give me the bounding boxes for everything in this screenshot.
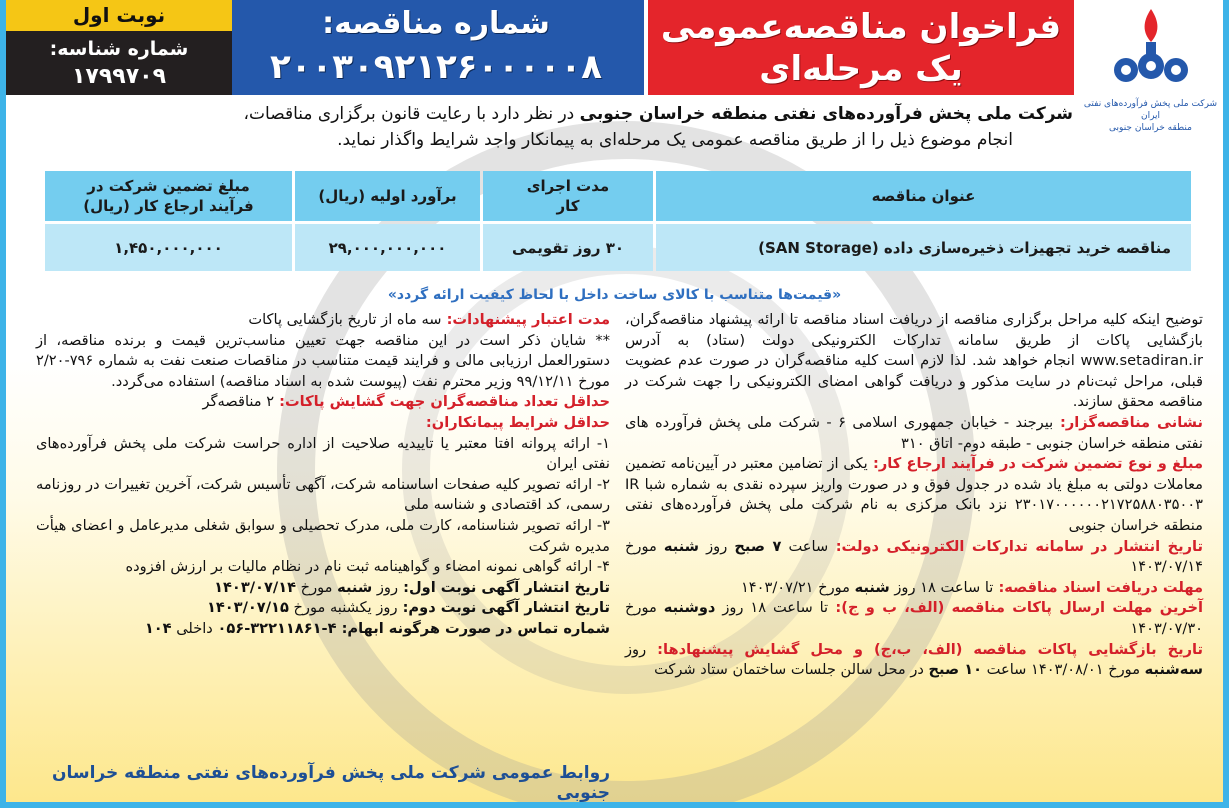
- section-label: حداقل تعداد مناقصه‌گران جهت گشایش پاکات:: [274, 393, 610, 411]
- paragraph: [625, 578, 1203, 599]
- paragraph-text: روز: [699, 537, 735, 555]
- paragraph: [36, 619, 610, 640]
- section-label: مدت اعتبار پیشنهادات:: [441, 311, 610, 328]
- paragraph-text: ۱۰ صبح: [928, 661, 983, 679]
- publication-turn-box: [6, 0, 232, 95]
- paragraph-text: مورخ: [296, 578, 338, 596]
- section-label: تاریخ انتشار در سامانه تدارکات الکترونیکی دولت:: [828, 537, 1203, 555]
- paragraph: [36, 392, 610, 413]
- title-banner: [648, 0, 1074, 95]
- paragraph-text: تاریخ انتشار آگهی نوبت اول:: [398, 578, 610, 596]
- company-name: شرکت ملی پخش فرآورده‌های نفتی منطقه خراسان جنوبی: [579, 104, 1073, 124]
- section-label: حداقل شرایط پیمانکاران:: [425, 413, 610, 431]
- paragraph-text: ۲- ارائه تصویر کلیه صفحات اساسنامه شرکت، آگهی تأسیس شرکت، آخرین تغییرات در روزنامه رسمی، کد اقتصادی و شناسه ملی: [36, 475, 610, 514]
- cell-duration: ۳۰ روز تقویمی: [483, 224, 653, 271]
- table-row: [45, 224, 1191, 271]
- paragraph-text: دوشنبه: [663, 599, 716, 617]
- tender-table: [42, 168, 1194, 274]
- paragraph-text: تا ساعت ۱۸ روز: [889, 578, 994, 596]
- intro-line-1: در نظر دارد با رعایت قانون برگزاری مناقصات،: [243, 104, 580, 124]
- col-guarantee: مبلغ تضمین شرکت در فرآیند ارجاع کار (ریال): [45, 171, 292, 221]
- paragraph: [625, 413, 1203, 454]
- id-label: شماره شناسه:: [49, 38, 189, 60]
- left-column: [36, 310, 610, 640]
- paragraph-text: مورخ ۱۴۰۳/۰۷/۱۴: [625, 537, 1203, 576]
- paragraph: [36, 598, 610, 619]
- logo-caption: شرکت ملی پخش فرآورده‌های نفتی ایران: [1083, 99, 1218, 121]
- paragraph-text: ۷ صبح: [734, 537, 782, 555]
- flame-logo-icon: [1096, 4, 1206, 94]
- paragraph-text: ۱۴۰۳/۰۷/۱۵: [206, 599, 289, 617]
- paragraph-text: تاریخ انتشار آگهی نوبت دوم:: [397, 599, 610, 617]
- section-label: آخرین مهلت ارسال پاکات مناقصه (الف، ب و ج):: [828, 599, 1204, 617]
- paragraph: [625, 454, 1203, 536]
- paragraph-text: ۲ مناقصه‌گر: [202, 393, 275, 411]
- tender-number-label: شماره مناقصه:: [322, 6, 550, 41]
- paragraph-text: مورخ ۱۴۰۳/۰۷/۲۱: [740, 578, 855, 596]
- section-label: مهلت دریافت اسناد مناقصه:: [993, 578, 1203, 596]
- section-label: تاریخ بازگشایی پاکات مناقصه (الف، ب،ج) و محل گشایش پیشنهادها:: [646, 640, 1203, 658]
- paragraph-text: شماره تماس در صورت هرگونه ابهام: ۴-۳۲۲۱۱۸۶۱-۰۵۶: [217, 619, 610, 637]
- paragraph-text: شنبه: [854, 578, 890, 596]
- footer-public-relations: روابط عمومی شرکت ملی پخش فرآورده‌های نفتی منطقه خراسان جنوبی: [51, 763, 610, 803]
- paragraph-text: داخلی: [171, 619, 218, 637]
- id-number: ۱۷۹۹۷۰۹: [72, 64, 166, 89]
- paragraph-text: ۳- ارائه تصویر شناسنامه، کارت ملی، مدرک تحصیلی و سوابق شغلی مدیرعامل و اعضای هیأت مدیره شرکت: [36, 516, 610, 555]
- paragraph-text: یکی از تضامین معتبر در آیین‌نامه تضمین معاملات دولتی به مبلغ یاد شده در جدول فوق و در صورت واریز سپرده نقدی به شماره شبا IR ۲۳۰۱۷۰۰۰۰۰۰۲۱۷۲۵۸۸۰۳۵۰۰۳ نزد بانک مرکزی به نام شرکت ملی پخش فرآورده‌های نفتی منطقه خراسان جنوبی: [625, 455, 1203, 534]
- paragraph: [36, 434, 610, 475]
- paragraph: [36, 557, 610, 578]
- company-logo: [1078, 0, 1223, 160]
- paragraph-text: ** شایان ذکر است در این مناقصه جهت تعیین مناسب‌ترین قیمت و برنده مناقصه، از دستورالعمل ارزیابی مالی و فرایند قیمت متناسب در مناقصات صنعت نفت به شماره ۷۹۶-۲/۲۰ مورخ ۹۹/۱۲/۱۱ وزیر محترم نفت (پیوست شده به اسناد مناقصه) استفاده می‌گردد.: [36, 331, 610, 390]
- paragraph-text: در محل سالن جلسات ساختمان ستاد شرکت: [654, 661, 929, 679]
- cell-estimate: ۲۹,۰۰۰,۰۰۰,۰۰۰: [295, 224, 480, 271]
- col-duration: مدت اجرای کار: [483, 171, 653, 221]
- paragraph-text: ۱۰۴: [144, 619, 172, 637]
- paragraph: [625, 640, 1203, 681]
- section-label: مبلغ و نوع تضمین شرکت در فرآیند ارجاع کار:: [867, 455, 1203, 473]
- paragraph-text: ۱- ارائه پروانه افتا معتبر یا تاییدیه صلاحیت از اداره حراست شرکت ملی پخش فرآورده‌های نفتی ایران: [36, 434, 610, 473]
- slogan: «قیمت‌ها متناسب با کالای ساخت داخل با لحاظ کیفیت ارائه گردد»: [387, 287, 842, 303]
- paragraph-text: مورخ ۱۴۰۳/۰۷/۳۰: [625, 599, 1203, 637]
- paragraph: [625, 310, 1203, 413]
- paragraph-text: شنبه: [337, 578, 373, 596]
- tender-number: ۲۰۰۳۰۹۲۱۲۶۰۰۰۰۰۸: [269, 47, 603, 87]
- paragraph: [36, 331, 610, 393]
- paragraph-text: بیرجند - خیابان جمهوری اسلامی ۶ - شرکت ملی پخش فرآورده های نفتی منطقه خراسان جنوبی - طبقه دوم- اتاق ۳۱۰: [625, 413, 1203, 452]
- id-box: [6, 31, 232, 95]
- col-title: عنوان مناقصه: [656, 171, 1191, 221]
- paragraph-text: ۱۴۰۳/۰۷/۱۴: [214, 578, 297, 596]
- paragraph: [625, 598, 1203, 639]
- paragraph: [625, 537, 1203, 578]
- table-header-row: [45, 171, 1191, 221]
- right-column: [625, 310, 1203, 681]
- turn-label: نوبت اول: [6, 0, 232, 31]
- paragraph-text: مورخ ۱۴۰۳/۰۸/۰۱ ساعت: [982, 661, 1145, 679]
- cell-guarantee: ۱,۴۵۰,۰۰۰,۰۰۰: [45, 224, 292, 271]
- paragraph: [36, 310, 610, 331]
- intro-text: [23, 101, 1073, 153]
- paragraph: [36, 578, 610, 599]
- paragraph-text: سه ماه از تاریخ بازگشایی پاکات: [248, 311, 442, 328]
- paragraph-text: شنبه: [663, 537, 700, 555]
- paragraph-text: ساعت: [781, 537, 829, 555]
- paragraph-text: سه‌شنبه: [1144, 661, 1203, 679]
- paragraph-text: توضیح اینکه کلیه مراحل برگزاری مناقصه از دریافت اسناد مناقصه تا ارائه پیشنهاد مناقصه‌گران، بازگشایی پاکات از طریق سامانه تدارکات الکترونیکی دولت (ستاد) به آدرس www.setadiran.ir انجام خواهد شد. لذا لازم است کلیه مناقصه‌گران در صورت عدم عضویت قبلی، مراحل ثبت‌نام در سایت مذکور و دریافت گواهی امضای الکترونیکی را جهت شرکت در مناقصه محقق سازند.: [625, 311, 1203, 411]
- paragraph: [36, 516, 610, 557]
- paragraph-text: روز: [372, 578, 399, 596]
- paragraph-text: روز یکشنبه مورخ: [288, 599, 398, 617]
- intro-line-2: انجام موضوع ذیل را از طریق مناقصه عمومی یک مرحله‌ای به پیمانکار واجد شرایط واگذار نماید.: [337, 130, 1013, 150]
- title-line-2: یک مرحله‌ای: [759, 49, 963, 89]
- title-line-1: فراخوان مناقصه‌عمومی: [660, 7, 1062, 47]
- tender-number-box: [228, 0, 644, 95]
- cell-title: مناقصه خرید تجهیزات ذخیره‌سازی داده (SAN Storage): [656, 224, 1191, 271]
- col-estimate: برآورد اولیه (ریال): [295, 171, 480, 221]
- paragraph-text: روز: [625, 640, 647, 658]
- paragraph: [36, 475, 610, 516]
- section-label: نشانی مناقصه‌گزار:: [1053, 413, 1204, 431]
- logo-caption-region: منطقه خراسان جنوبی: [1109, 123, 1192, 133]
- paragraph-text: تا ساعت ۱۸ روز: [715, 599, 829, 617]
- paragraph: [36, 413, 610, 434]
- paragraph-text: ۴- ارائه گواهی نمونه امضاء و گواهینامه ثبت نام در نظام مالیات بر ارزش افزوده: [125, 558, 610, 576]
